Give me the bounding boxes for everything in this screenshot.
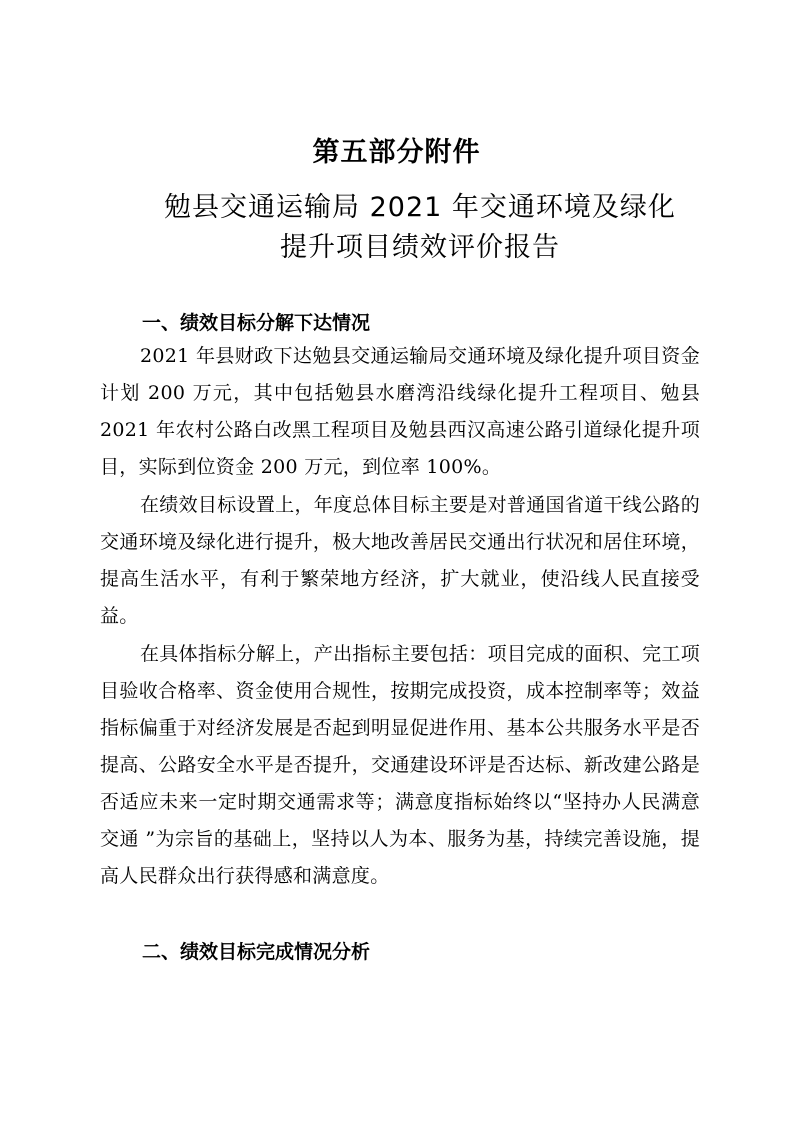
paragraph-funding: 2021 年县财政下达勉县交通运输局交通环境及绿化提升项目资金计划 200 万元，其中包括勉县水磨湾沿线绿化提升工程项目、勉县 2021 年农村公路白改黑工程项目及勉县西汉高速公路引道绿化提升项目，实际到位资金 200 万元，到位率 100%。 (100, 345, 700, 478)
document-title-line-1: 勉县交通运输局 2021 年交通环境及绿化 (164, 192, 676, 223)
document-title (140, 188, 700, 268)
section-heading-2: 二、绩效目标完成情况分析 (142, 941, 371, 963)
paragraph-indicators: 在具体指标分解上，产出指标主要包括：项目完成的面积、完工项目验收合格率、资金使用合规性，按期完成投资，成本控制率等；效益指标偏重于对经济发展是否起到明显促进作用、基本公共服务水平是否提高、公路安全水平是否提升，交通建设环评是否达标、新改建公路是否适应未来一定时期交通需求等；满意度指标始终以“坚持办人民满意交通 ”为宗旨的基础上，坚持以人为本、服务为基，持续完善设施，提高人民群众出行获得感和满意度。 (100, 643, 700, 887)
part-title: 第五部分附件 (312, 137, 481, 168)
section-heading-1: 一、绩效目标分解下达情况 (142, 312, 371, 334)
paragraph-overall-goal: 在绩效目标设置上，年度总体目标主要是对普通国省道干线公路的交通环境及绿化进行提升，极大地改善居民交通出行状况和居住环境，提高生活水平，有利于繁荣地方经济，扩大就业，使沿线人民直接受益。 (100, 494, 700, 627)
document-title-line-2: 提升项目绩效评价报告 (280, 232, 560, 263)
